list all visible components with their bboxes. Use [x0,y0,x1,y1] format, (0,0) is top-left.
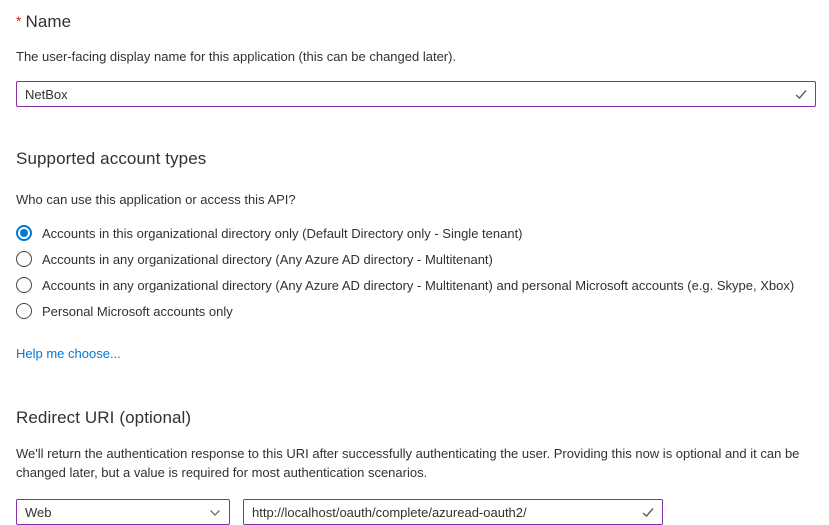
account-types-radio-group [16,220,816,324]
chevron-down-icon [209,507,221,519]
help-me-choose-link[interactable]: Help me choose... [16,346,121,361]
radio-label: Accounts in any organizational directory (Any Azure AD directory - Multitenant) and personal Microsoft accounts (e.g. Skype, Xbox) [42,277,795,293]
account-types-question: Who can use this application or access this API? [16,192,296,207]
account-types-section [16,149,816,361]
redirect-uri-row [16,499,816,525]
redirect-uri-input-wrap [243,499,663,525]
redirect-uri-title: Redirect URI (optional) [16,408,192,427]
platform-select-value: Web [25,504,52,520]
radio-label: Accounts in any organizational directory (Any Azure AD directory - Multitenant) [42,251,493,267]
radio-option-personal-only[interactable] [16,298,816,324]
radio-button[interactable] [16,225,32,241]
radio-button[interactable] [16,277,32,293]
name-description: The user-facing display name for this application (this can be changed later). [16,49,457,64]
radio-option-multitenant-personal[interactable] [16,272,816,298]
platform-select[interactable] [16,499,230,525]
account-types-title: Supported account types [16,149,207,168]
name-section-title [16,12,816,32]
redirect-uri-input[interactable] [243,499,663,525]
redirect-uri-section [16,408,816,525]
radio-label: Accounts in this organizational directory only (Default Directory only - Single tenant) [42,225,523,241]
name-input-wrap [16,81,816,107]
name-title-text: Name [25,12,72,31]
redirect-uri-description: We'll return the authentication response to this URI after successfully authenticating the user. Providing this now is optional and it can be changed later, but a value is required for most authentication scenarios. [16,446,800,480]
radio-label: Personal Microsoft accounts only [42,303,233,319]
required-asterisk: * [16,13,22,29]
name-input[interactable] [16,81,816,107]
radio-option-single-tenant[interactable] [16,220,816,246]
radio-button[interactable] [16,303,32,319]
radio-option-multitenant[interactable] [16,246,816,272]
radio-button[interactable] [16,251,32,267]
